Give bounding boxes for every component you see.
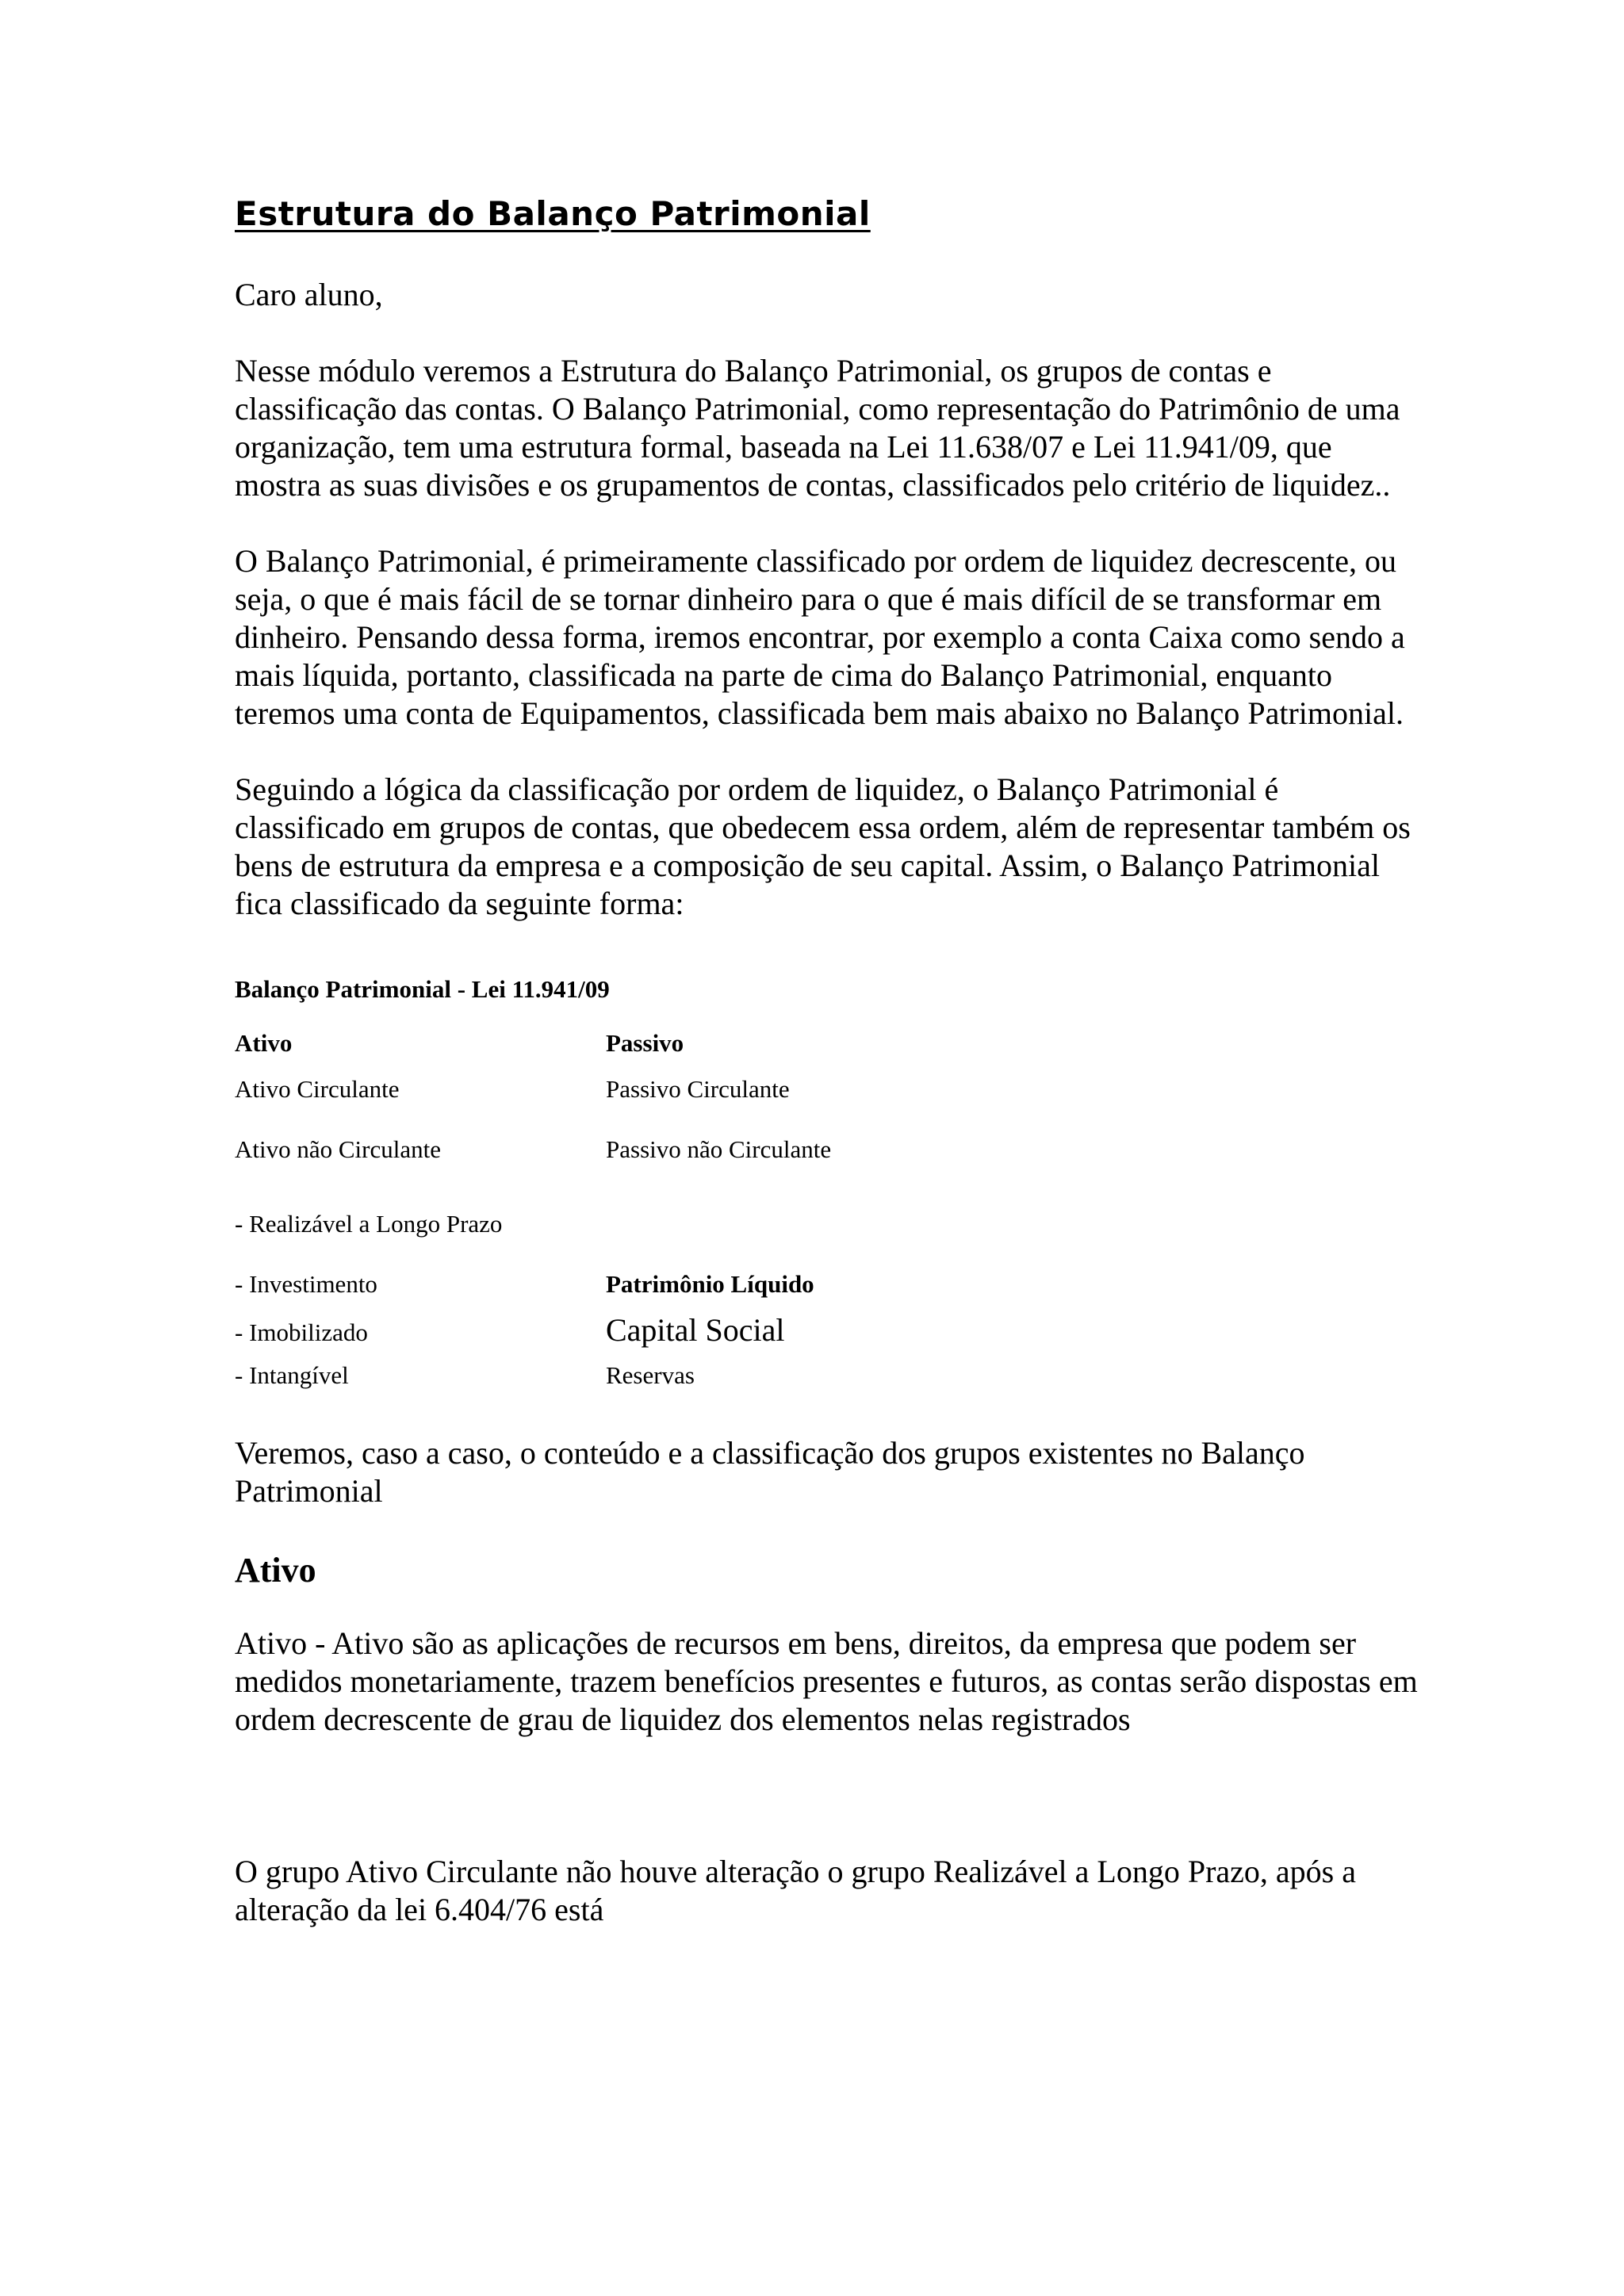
paragraph-after-table: Veremos, caso a caso, o conteúdo e a classificação dos grupos existentes no Balanço Patrimonial	[235, 1435, 1305, 1509]
table-row	[235, 1314, 1424, 1349]
paragraph-classification: Seguindo a lógica da classificação por ordem de liquidez, o Balanço Patrimonial é classificado em grupos de contas, que obedecem essa ordem, além de representar também os bens de estrutura da empresa e a composição de seu capital. Assim, o Balanço Patrimonial fica classificado da seguinte forma:	[235, 771, 1411, 921]
document-page	[235, 190, 1424, 1967]
intangivel: - Intangível	[235, 1361, 349, 1389]
table-header-row	[235, 1027, 1424, 1059]
investimento: - Investimento	[235, 1270, 377, 1298]
paragraph-final: O grupo Ativo Circulante não houve alteração o grupo Realizável a Longo Prazo, após a alteração da lei 6.404/76 está	[235, 1854, 1356, 1927]
table-row	[235, 1073, 1424, 1105]
table-row	[235, 1360, 1424, 1391]
imobilizado: - Imobilizado	[235, 1318, 368, 1346]
table-title: Balanço Patrimonial - Lei 11.941/09	[235, 975, 610, 1003]
page-title: Estrutura do Balanço Patrimonial	[235, 194, 871, 233]
paragraph-ativo: Ativo - Ativo são as aplicações de recursos em bens, direitos, da empresa que podem ser medidos monetariamente, trazem benefícios presentes e futuros, as contas serão dispostas em ordem decrescente de grau de liquidez dos elementos nelas registrados	[235, 1625, 1418, 1737]
section-heading-ativo: Ativo	[235, 1551, 316, 1590]
balance-sheet-table	[235, 974, 1424, 1391]
passivo-circulante: Passivo Circulante	[606, 1075, 790, 1103]
passivo-nao-circulante: Passivo não Circulante	[606, 1135, 832, 1163]
realizavel-longo-prazo: - Realizável a Longo Prazo	[235, 1210, 503, 1238]
ativo-circulante: Ativo Circulante	[235, 1075, 400, 1103]
table-row	[235, 1269, 1424, 1300]
paragraph-intro: Nesse módulo veremos a Estrutura do Balanço Patrimonial, os grupos de contas e classificação das contas. O Balanço Patrimonial, como representação do Patrimônio de uma organização, tem uma estrutura formal, baseada na Lei 11.638/07 e Lei 11.941/09, que mostra as suas divisões e os grupamentos de contas, classificados pelo critério de liquidez..	[235, 353, 1400, 503]
reservas: Reservas	[606, 1361, 695, 1389]
table-row	[235, 1134, 1424, 1165]
header-ativo: Ativo	[235, 1029, 293, 1057]
greeting: Caro aluno,	[235, 277, 383, 312]
header-passivo: Passivo	[606, 1029, 684, 1057]
capital-social: Capital Social	[606, 1312, 785, 1348]
ativo-nao-circulante: Ativo não Circulante	[235, 1135, 441, 1163]
patrimonio-liquido: Patrimônio Líquido	[606, 1270, 814, 1298]
paragraph-liquidity: O Balanço Patrimonial, é primeiramente classificado por ordem de liquidez decrescente, ou seja, o que é mais fácil de se tornar dinheiro para o que é mais difícil de se transformar em dinheiro. Pensando dessa forma, iremos encontrar, por exemplo a conta Caixa como sendo a mais líquida, portanto, classificada na parte de cima do Balanço Patrimonial, enquanto teremos uma conta de Equipamentos, classificada bem mais abaixo no Balanço Patrimonial.	[235, 543, 1405, 731]
table-row	[235, 1208, 1424, 1240]
